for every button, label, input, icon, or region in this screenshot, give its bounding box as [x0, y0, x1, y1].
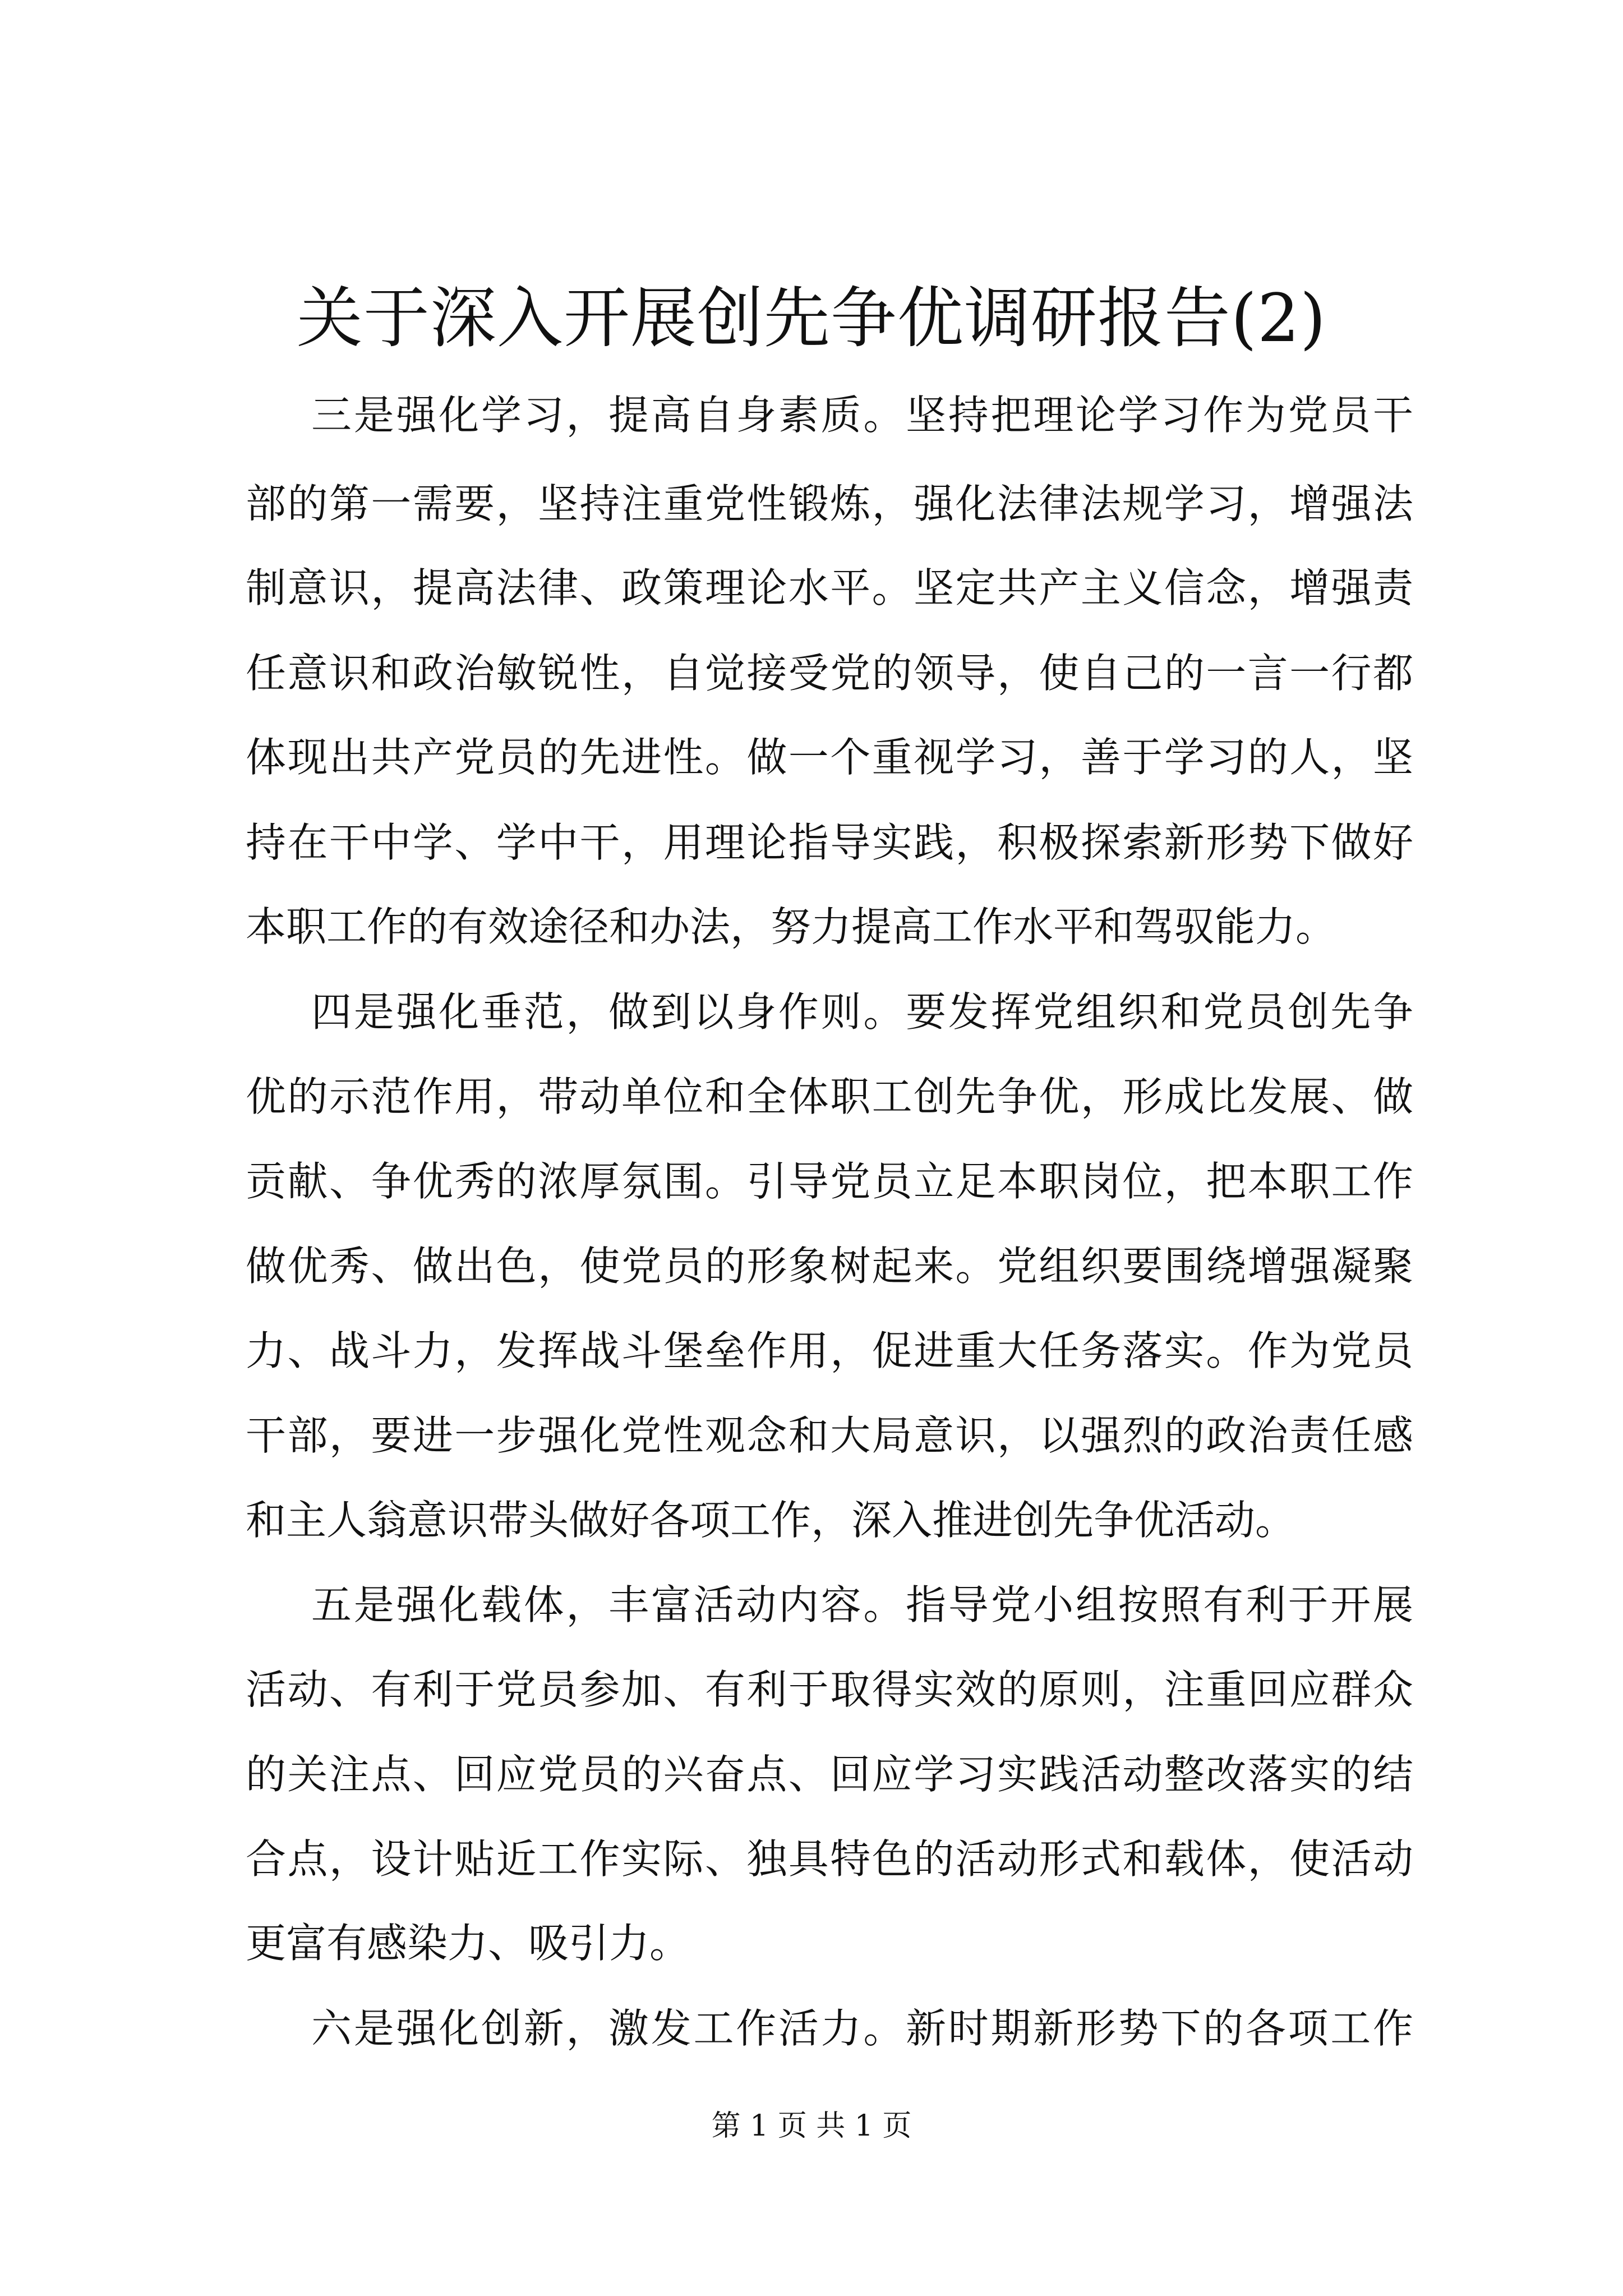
paragraph-line: 贡献、争优秀的浓厚氛围。引导党员立足本职岗位，把本职工作 — [246, 1158, 1413, 1205]
paragraph-line: 五是强化载体，丰富活动内容。指导党小组按照有利于开展 — [311, 1581, 1413, 1628]
paragraph-line: 部的第一需要，坚持注重党性锻炼，强化法律法规学习，增强法 — [246, 480, 1413, 527]
paragraph-line: 四是强化垂范，做到以身作则。要发挥党组织和党员创先争 — [311, 988, 1413, 1036]
paragraph-line: 三是强化学习，提高自身素质。坚持把理论学习作为党员干 — [311, 392, 1413, 439]
paragraph-line: 六是强化创新，激发工作活力。新时期新形势下的各项工作 — [311, 2005, 1413, 2052]
paragraph-line: 体现出共产党员的先进性。做一个重视学习，善于学习的人，坚 — [246, 734, 1413, 781]
paragraph-line: 制意识，提高法律、政策理论水平。坚定共产主义信念，增强责 — [246, 564, 1413, 611]
paragraph-line: 力、战斗力，发挥战斗堡垒作用，促进重大任务落实。作为党员 — [246, 1327, 1413, 1374]
page-number-footer: 第 1 页 共 1 页 — [711, 2109, 912, 2143]
paragraph-line: 合点，设计贴近工作实际、独具特色的活动形式和载体，使活动 — [246, 1835, 1413, 1883]
paragraph-line: 更富有感染力、吸引力。 — [246, 1920, 690, 1967]
paragraph-line: 干部，要进一步强化党性观念和大局意识，以强烈的政治责任感 — [246, 1412, 1413, 1459]
paragraph-line: 做优秀、做出色，使党员的形象树起来。党组织要围绕增强凝聚 — [246, 1243, 1413, 1290]
paragraph-line: 任意识和政治敏锐性，自觉接受党的领导，使自己的一言一行都 — [246, 650, 1413, 697]
paragraph-line: 和主人翁意识带头做好各项工作，深入推进创先争优活动。 — [246, 1497, 1296, 1544]
paragraph-line: 持在干中学、学中干，用理论指导实践，积极探索新形势下做好 — [246, 819, 1413, 866]
paragraph-line: 的关注点、回应党员的兴奋点、回应学习实践活动整改落实的结 — [246, 1751, 1413, 1798]
paragraph-line: 本职工作的有效途径和办法，努力提高工作水平和驾驭能力。 — [246, 903, 1336, 950]
document-title: 关于深入开展创先争优调研报告(2) — [296, 279, 1327, 357]
paragraph-line: 优的示范作用，带动单位和全体职工创先争优，形成比发展、做 — [246, 1073, 1413, 1120]
paragraph-line: 活动、有利于党员参加、有利于取得实效的原则，注重回应群众 — [246, 1666, 1413, 1713]
